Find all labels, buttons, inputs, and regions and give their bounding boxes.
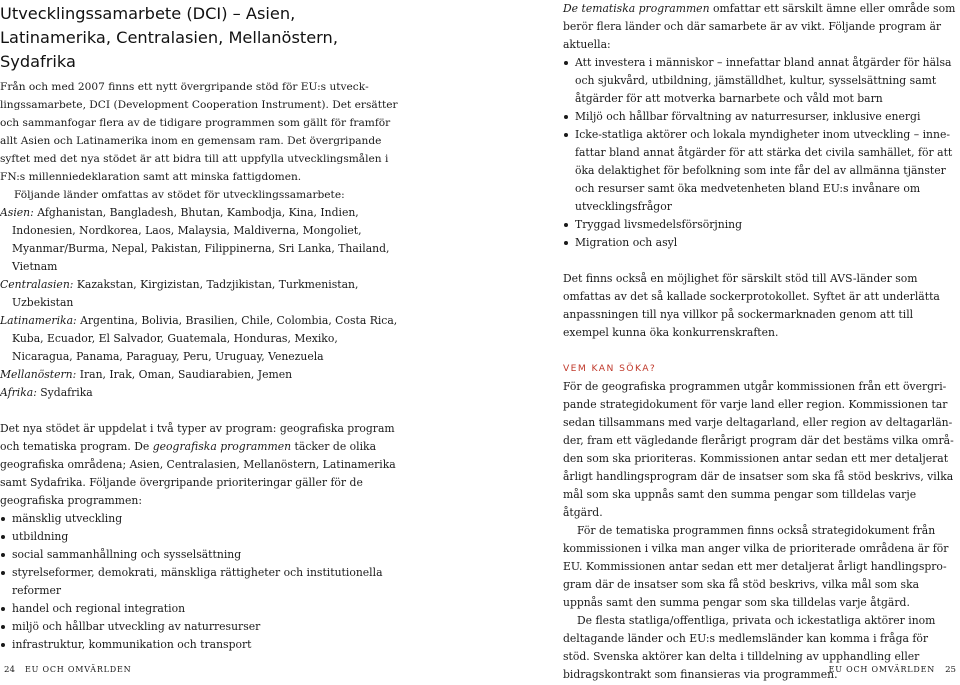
page-number: 25 (945, 665, 956, 675)
list-item: Tryggad livsmedelsförsörjning (563, 216, 958, 234)
region-name: Afrika: (0, 386, 37, 399)
eligibility-paragraph-2: För de tematiska programmen finns också strategidokument från kommissionen i vilka man anger vilka de prioriterade områdena är för EU. Kommissionen antar sedan ett mer detaljerat årligt handlingsprogram där de insatser som ska få stöd beskrivs, vilka mål som ska uppnås samt den summa pengar som ska tilldelas varje åtgärd. (563, 524, 949, 609)
region-countries: Afghanistan, Bangladesh, Bhutan, Kambodja, Kina, Indien, Indonesien, Nordkorea, Laos, Malaysia, Maldiverna, Mongoliet, Myanmar/Burma, Nepal, Pakistan, Filippinerna, Sri Lanka, Thailand, Vietnam (12, 206, 390, 273)
list-item: miljö och hållbar utveckling av naturresurser (0, 618, 398, 636)
programs-text-end: täcker de olika geografiska områdena; Asien, Centralasien, Mellanöstern, Latinamerika samt Sydafrika. Följande övergripande prioriteringar gäller för de geografiska programmen: (0, 440, 396, 507)
eligibility-paragraph-3: De flesta statliga/offentliga, privata och ickestatliga aktörer inom deltagande länder och EU:s medlemsländer kan komma i fråga för stöd. Svenska aktörer kan delta i tilldelning av upphandling eller bidragskontrakt som finansieras via programmen. (563, 614, 936, 681)
intro-paragraph: Från och med 2007 finns ett nytt övergripande stöd för EU:s utvecklingssamarbete, DCI (Development Cooperation Instrument). Det ersätter och sammanfogar flera av de tidigare programmen som gällt för framför allt Asien och Latinamerika inom en gemensam ram. Det övergripande syftet med det nya stödet är att bidra till att uppfylla utvecklingsmålen i FN:s millenniedeklaration samt att minska fattigdomen. (0, 81, 398, 183)
region-asia (0, 204, 398, 276)
page-number: 24 (4, 665, 15, 675)
region-middle-east (0, 366, 398, 384)
region-countries: Sydafrika (40, 386, 93, 399)
thematic-text: omfattar ett särskilt ämne eller område som berör flera länder och där samarbete är av vikt. Följande program är aktuella: (563, 2, 956, 51)
region-name: Asien: (0, 206, 34, 219)
footer-left (4, 664, 131, 676)
list-item: handel och regional integration (0, 600, 398, 618)
region-countries: Iran, Irak, Oman, Saudiarabien, Jemen (79, 368, 293, 381)
list-item: utbildning (0, 528, 398, 546)
region-list (0, 204, 398, 402)
list-item: infrastruktur, kommunikation och transport (0, 636, 398, 654)
spacer (563, 252, 958, 270)
countries-intro: Följande länder omfattas av stödet för utvecklingssamarbete: (14, 189, 345, 201)
region-countries: Kazakstan, Kirgizistan, Tadzjikistan, Turkmenistan, Uzbekistan (12, 278, 359, 309)
left-page-column (0, 2, 398, 654)
running-footer-label: EU OCH OMVÄRLDEN (828, 665, 936, 674)
footer-right (829, 664, 956, 676)
page-title: Utvecklingssamarbete (DCI) – Asien, Latinamerika, Centralasien, Mellanöstern, Sydafrika (0, 4, 338, 71)
programs-emphasis: geografiska programmen (152, 440, 292, 453)
spacer (0, 402, 398, 420)
region-name: Latinamerika: (0, 314, 77, 327)
list-item: Miljö och hållbar förvaltning av naturresurser, inklusive energi (563, 108, 958, 126)
spacer (563, 342, 958, 360)
region-name: Mellanöstern: (0, 368, 77, 381)
programs-paragraph (0, 420, 398, 510)
list-item: Att investera i människor – innefattar bland annat åtgärder för hälsa och sjukvård, utbildning, jämställdhet, kultur, sysselsättning samt åtgärder för att motverka barnarbete och våld mot barn (563, 54, 958, 108)
intro-section (0, 78, 398, 204)
list-item: Migration och asyl (563, 234, 958, 252)
list-item: social sammanhållning och sysselsättning (0, 546, 398, 564)
right-page-column (563, 0, 958, 684)
thematic-paragraph (563, 0, 958, 54)
region-name: Centralasien: (0, 278, 74, 291)
geographic-priorities-list (0, 510, 398, 654)
region-countries: Argentina, Bolivia, Brasilien, Chile, Colombia, Costa Rica, Kuba, Ecuador, El Salvador, Guatemala, Honduras, Mexiko, Nicaragua, Panama, Paraguay, Peru, Uruguay, Venezuela (12, 314, 398, 363)
eligibility-paragraph-1: För de geografiska programmen utgår kommissionen från ett övergripande strategidokument för varje land eller region. Kommissionen tar sedan tillsammans med varje deltagarland, eller region av deltagarländer, fram ett vägledande flerårigt program där det bestäms vilka områden som ska prioriteras. Kommissionen antar sedan ett mer detaljerat årligt handlingsprogram där de insatser som ska få stöd beskrivs, vilka mål som ska uppnås samt den summa pengar som tilldelas varje åtgärd. (563, 380, 954, 519)
list-item: Icke-statliga aktörer och lokala myndigheter inom utveckling – innefattar bland annat åtgärder för att stärka det civila samhället, för att öka delaktighet för befolkning som inte får del av allmänna tjänster och resurser samt öka medvetenheten bland EU:s invånare om utvecklingsfrågor (563, 126, 958, 216)
avs-paragraph: Det finns också en möjlighet för särskilt stöd till AVS-länder som omfattas av det så kallade sockerprotokollet. Syftet är att underlätta anpassningen till nya villkor på sockermarknaden genom att till exempel kunna öka konkurrenskraften. (563, 272, 940, 339)
thematic-emphasis: De tematiska programmen (563, 2, 710, 15)
region-central-asia (0, 276, 398, 312)
list-item: styrelseformer, demokrati, mänskliga rättigheter och institutionella reformer (0, 564, 398, 600)
section-heading: VEM KAN SÖKA? (563, 363, 657, 374)
programs-text-start: Det nya stödet är uppdelat i två typer av program: geografiska program och tematiska program. De (0, 422, 395, 453)
running-footer-label: EU OCH OMVÄRLDEN (24, 665, 132, 674)
region-latin-america (0, 312, 398, 366)
list-item: mänsklig utveckling (0, 510, 398, 528)
region-africa (0, 384, 398, 402)
thematic-programs-list (563, 54, 958, 252)
